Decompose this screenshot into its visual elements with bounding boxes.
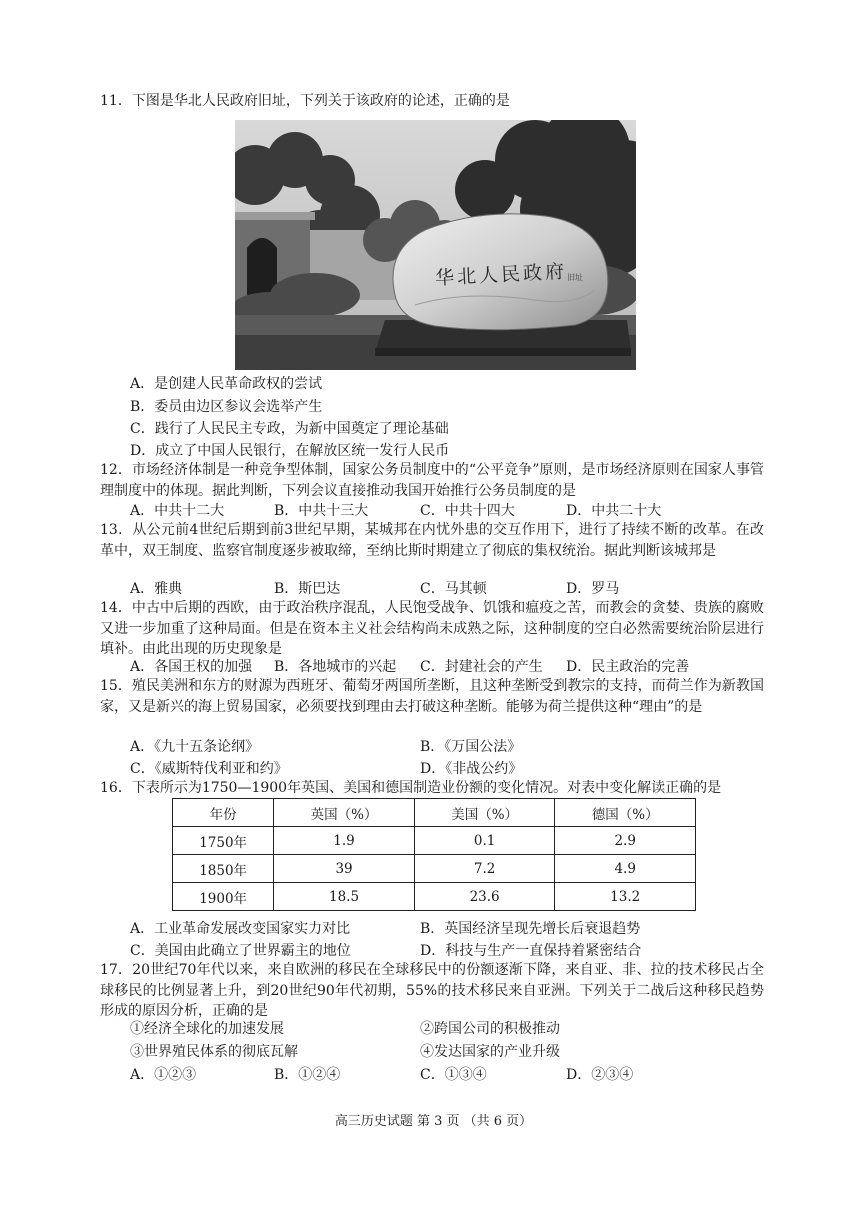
table-cell: 2.9: [555, 827, 696, 855]
q17-item-2: ②跨国公司的积极推动: [420, 1021, 560, 1037]
q12-option-a: A．中共十二大: [130, 503, 225, 519]
q14-option-d: D．民主政治的完善: [566, 659, 690, 675]
q16-option-a: A．工业革命发展改变国家实力对比: [130, 921, 351, 937]
manufacturing-share-table: [172, 798, 696, 911]
q13-option-d: D．罗马: [566, 581, 620, 597]
table-cell: 7.2: [414, 855, 555, 883]
q13-stem: 13．从公元前4世纪后期到前3世纪早期，某城邦在内忧外患的交互作用下，进行了持续不断的改革。在改革中，双王制度、监察官制度逐步被取缔，至纳比斯时期建立了彻底的集权统治。据此判断该城邦是: [100, 522, 764, 559]
page-footer: 高三历史试题 第 3 页 （共 6 页）: [334, 1114, 533, 1129]
q11-stem: 11．下图是华北人民政府旧址，下列关于该政府的论述，正确的是: [100, 93, 510, 109]
table-cell: 1900年: [173, 883, 274, 911]
q12-option-d: D．中共二十大: [566, 503, 662, 519]
q13-option-b: B．斯巴达: [274, 581, 341, 597]
q13-option-a: A．雅典: [130, 581, 183, 597]
q17-stem: 17．20世纪70年代以来，来自欧洲的移民在全球移民中的份额逐渐下降，来自亚、非、拉的技术移民占全球移民的比例显著上升，到20世纪90年代初期，55%的技术移民来自亚洲。下列关于二战后这种移民趋势形成的原因分析，正确的是: [100, 962, 764, 1019]
q16-option-b: B．英国经济呈现先增长后衰退趋势: [420, 921, 641, 937]
table-cell: 4.9: [555, 855, 696, 883]
q17-option-c: C．①③④: [420, 1067, 487, 1083]
q12-option-b: B．中共十三大: [274, 503, 369, 519]
q17-item-4: ④发达国家的产业升级: [420, 1044, 560, 1060]
header-germany: 德国（%）: [555, 799, 696, 827]
table-cell: 1750年: [173, 827, 274, 855]
q16-stem: 16．下表所示为1750—1900年英国、美国和德国制造业份额的变化情况。对表中变化解读正确的是: [100, 780, 722, 796]
q11-option-a: A．是创建人民革命政权的尝试: [130, 376, 323, 392]
header-year: 年份: [173, 799, 274, 827]
q15-option-c: C．《威斯特伐利亚和约》: [130, 761, 288, 777]
q12-stem: 12．市场经济体制是一种竞争型体制，国家公务员制度中的“公平竞争”原则，是市场经济原则在国家人事管理制度中的体现。据此判断，下列会议直接推动我国开始推行公务员制度的是: [100, 462, 764, 499]
q17-item-1: ①经济全球化的加速发展: [130, 1021, 284, 1037]
government-site-photo: [235, 120, 636, 370]
table-cell: 23.6: [414, 883, 555, 911]
q13-option-c: C．马其顿: [420, 581, 487, 597]
q14-stem: 14．中古中后期的西欧，由于政治秩序混乱，人民饱受战争、饥饿和瘟疫之苦，而教会的贪婪、贵族的腐败又进一步加重了这种局面。但是在资本主义社会结构尚未成熟之际，这种制度的空白必然需要统治阶层进行填补。由此出现的历史现象是: [100, 600, 764, 657]
table-cell: 0.1: [414, 827, 555, 855]
q15-option-d: D．《非战公约》: [420, 761, 523, 777]
table-header-row: [173, 799, 696, 827]
q17-option-a: A．①②③: [130, 1067, 197, 1083]
q17-option-b: B．①②④: [274, 1067, 341, 1083]
table-cell: 1850年: [173, 855, 274, 883]
header-us: 美国（%）: [414, 799, 555, 827]
q15-stem: 15．殖民美洲和东方的财源为西班牙、葡萄牙两国所垄断，且这种垄断受到教宗的支持，而荷兰作为新教国家，又是新兴的海上贸易国家，必须要找到理由去打破这种垄断。能够为荷兰提供这种“理由”的是: [100, 678, 764, 715]
q17-item-3: ③世界殖民体系的彻底瓦解: [130, 1044, 298, 1060]
q15-option-b: B．《万国公法》: [420, 739, 522, 755]
table-row: [173, 855, 696, 883]
q15-option-a: A．《九十五条论纲》: [130, 739, 260, 755]
table-cell: 18.5: [274, 883, 415, 911]
q11-option-b: B．委员由边区参议会选举产生: [130, 399, 323, 415]
q17-option-d: D．②③④: [566, 1067, 634, 1083]
header-uk: 英国（%）: [274, 799, 415, 827]
stone-inscription-small: 旧址: [567, 273, 583, 282]
q11-option-c: C．践行了人民民主专政，为新中国奠定了理论基础: [130, 421, 449, 437]
q14-option-a: A．各国王权的加强: [130, 659, 253, 675]
stone-inscription: 华北人民政府: [434, 260, 568, 290]
q16-option-c: C．美国由此确立了世界霸主的地位: [130, 943, 351, 959]
photo-illustration: [235, 120, 636, 370]
q16-option-d: D．科技与生产一直保持着紧密结合: [420, 943, 642, 959]
q14-option-b: B．各地城市的兴起: [274, 659, 397, 675]
q11-option-d: D．成立了中国人民银行，在解放区统一发行人民币: [130, 443, 450, 459]
table-cell: 39: [274, 855, 415, 883]
table-row: [173, 883, 696, 911]
table-cell: 13.2: [555, 883, 696, 911]
q12-option-c: C．中共十四大: [420, 503, 515, 519]
table-cell: 1.9: [274, 827, 415, 855]
q14-option-c: C．封建社会的产生: [420, 659, 543, 675]
table-row: [173, 827, 696, 855]
